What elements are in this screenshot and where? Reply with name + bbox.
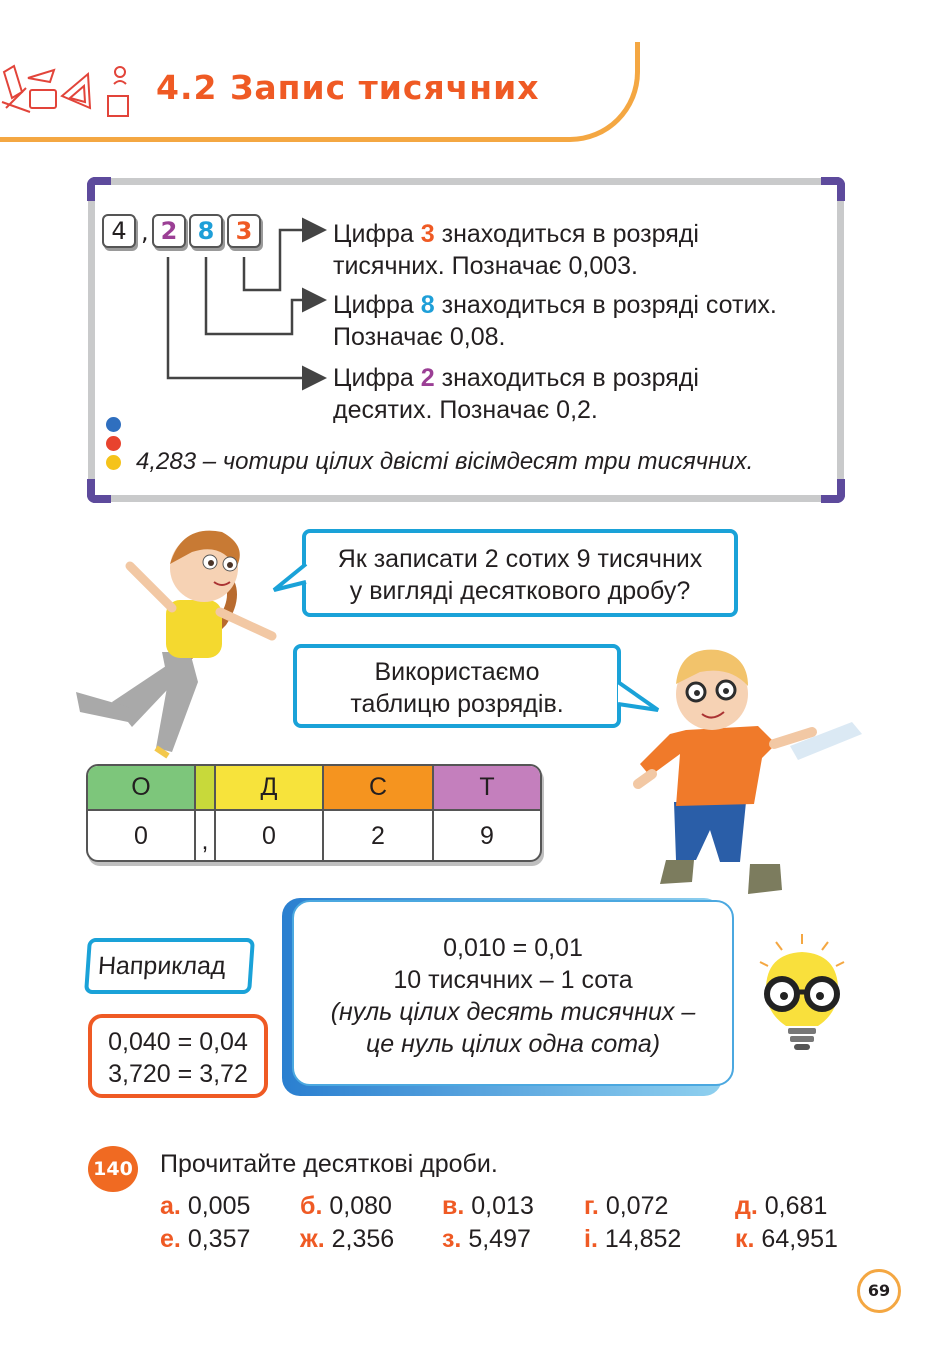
item-value: 14,852: [604, 1225, 682, 1253]
item-letter: д.: [735, 1192, 758, 1220]
example-line: 3,720 = 3,72: [108, 1060, 248, 1088]
item-letter: в.: [442, 1192, 465, 1220]
bubble-line: Як записати 2 сотих 9 тисячних: [337, 545, 703, 573]
boy-speech-bubble: [293, 644, 621, 728]
exercise-item: [735, 1192, 827, 1221]
explanation-text: знаходиться в розряді: [434, 220, 699, 248]
girl-speech-bubble: [302, 529, 738, 617]
magnet-dot-yellow: [106, 455, 121, 470]
header-hundredths: С: [324, 766, 434, 809]
board-corner: [87, 479, 111, 503]
explanation-text: Цифра: [333, 291, 421, 319]
highlight-digit: 8: [420, 291, 435, 319]
value-tenths: 0: [216, 811, 324, 862]
explanation-text: Цифра: [333, 364, 421, 392]
item-letter: е.: [160, 1225, 181, 1253]
bubble-tail: [270, 560, 310, 600]
info-line: (нуль цілих десять тисячних –: [330, 998, 696, 1026]
exercise-number-badge: 140: [88, 1146, 138, 1192]
explanation-text: знаходиться в розряді сотих.: [434, 291, 777, 319]
item-value: 0,013: [471, 1192, 534, 1220]
item-value: 5,497: [468, 1225, 531, 1253]
exercise-item: [160, 1192, 250, 1221]
example-box: [88, 1014, 268, 1098]
exercise-item: [584, 1192, 668, 1221]
school-supplies-icon: [0, 52, 145, 132]
exercise-item: [442, 1192, 534, 1221]
girl-illustration: [72, 512, 282, 772]
item-value: 0,072: [605, 1192, 669, 1220]
info-box: [292, 900, 734, 1086]
item-value: 0,357: [187, 1225, 251, 1253]
item-letter: а.: [160, 1192, 181, 1220]
exercise-prompt: Прочитайте десяткові дроби.: [160, 1150, 498, 1178]
item-value: 64,951: [761, 1225, 838, 1253]
explanation-tenths: [333, 362, 699, 426]
explanation-thousandths: [333, 218, 699, 282]
value-ones: 0: [88, 811, 196, 862]
explanation-text: Цифра: [333, 220, 421, 248]
digit-box-thousandths: 3: [227, 214, 261, 248]
item-value: 0,681: [764, 1192, 828, 1220]
page-number: 69: [857, 1269, 901, 1313]
board-note: 4,283 – чотири цілих двісті вісімдесят три тисячних.: [136, 448, 754, 475]
header-thousandths: Т: [434, 766, 540, 809]
bubble-line: у вигляді десяткового дробу?: [349, 577, 691, 605]
digit-box-whole: 4: [102, 214, 136, 248]
value-thousandths: 9: [480, 822, 494, 850]
highlight-digit: 2: [420, 364, 435, 392]
page-title: 4.2 Запис тисячних: [156, 68, 540, 107]
item-value: 0,080: [329, 1192, 392, 1220]
exercise-item: [300, 1192, 392, 1221]
explanation-text: десятих. Позначає 0,2.: [333, 396, 598, 424]
item-letter: б.: [300, 1192, 323, 1220]
magnet-dot-blue: [106, 417, 121, 432]
exercise-item: [300, 1225, 394, 1254]
item-value: 0,005: [187, 1192, 251, 1220]
digit-box-hundredths: 8: [189, 214, 223, 248]
explanation-text: Позначає 0,08.: [333, 323, 506, 351]
bubble-line: таблицю розрядів.: [350, 690, 564, 718]
board-corner: [821, 177, 845, 201]
lightbulb-icon: [752, 932, 852, 1062]
exercise-item: [584, 1225, 681, 1254]
boy-illustration: [630, 634, 870, 906]
item-letter: ж.: [300, 1225, 325, 1253]
exercise-item: [735, 1225, 838, 1254]
example-line: 0,040 = 0,04: [108, 1028, 248, 1056]
item-letter: к.: [735, 1225, 755, 1253]
item-letter: г.: [584, 1192, 599, 1220]
place-value-table: [86, 764, 542, 862]
board-corner: [87, 177, 111, 201]
item-letter: і.: [584, 1225, 598, 1253]
info-line: 0,010 = 0,01: [443, 934, 583, 962]
board-corner: [821, 479, 845, 503]
item-letter: з.: [442, 1225, 462, 1253]
exercise-item: [442, 1225, 531, 1254]
highlight-digit: 3: [420, 220, 435, 248]
digit-box-tenths: 2: [152, 214, 186, 248]
explanation-hundredths: [333, 289, 777, 353]
table-header-row: [88, 766, 540, 811]
magnet-dot-red: [106, 436, 121, 451]
table-value-row: [88, 811, 540, 862]
explanation-text: знаходиться в розряді: [434, 364, 699, 392]
decimal-comma: ,: [141, 218, 149, 246]
item-value: 2,356: [331, 1225, 395, 1253]
header-ones: О: [88, 766, 196, 809]
exercise-item: [160, 1225, 250, 1254]
header-comma: [196, 766, 216, 809]
bubble-line: Використаємо: [374, 658, 540, 686]
explanation-text: тисячних. Позначає 0,003.: [333, 252, 638, 280]
info-line: це нуль цілих одна сота): [365, 1030, 661, 1058]
info-line: 10 тисячних – 1 сота: [393, 966, 633, 994]
header-tenths: Д: [216, 766, 324, 809]
example-label: Наприклад: [84, 938, 255, 994]
value-comma: ,: [196, 811, 216, 862]
value-hundredths: 2: [324, 811, 434, 862]
